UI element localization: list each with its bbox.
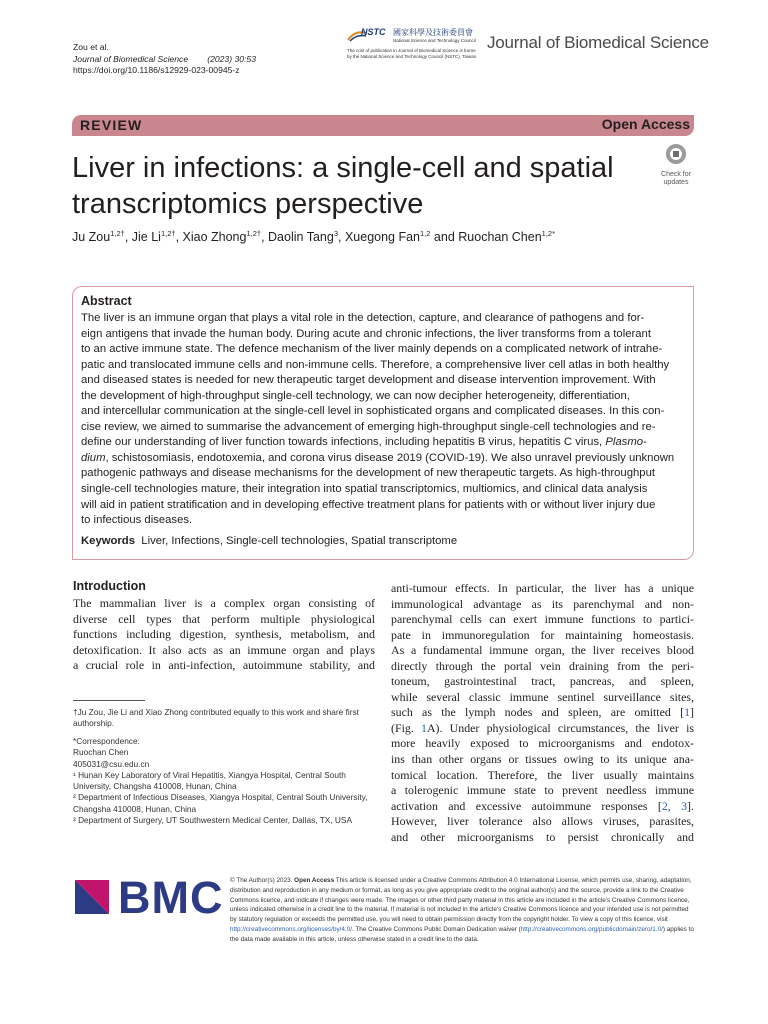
nstc-english-name: National Science and Technology Council: [393, 38, 476, 43]
body-text-line: immunological advantage as its parenchymal and non-: [391, 596, 694, 611]
footnote-equal-contribution: †Ju Zou, Jie Li and Xiao Zhong contributed equally to this work and share first authorship.: [73, 707, 359, 729]
abstract-line: eign antigens that invade the human body. During acute and chronic infections, the liver transforms from a tolerant: [81, 327, 651, 340]
introduction-heading: Introduction: [73, 579, 146, 593]
body-text-line: functions including digestion, synthesis, metabolism, and: [73, 627, 375, 642]
abstract-line: and diseased states is needed for new therapeutic target development and disease intervention improvement. With: [81, 374, 656, 387]
check-updates-label: Check for updates: [661, 171, 691, 186]
article-type-band: [72, 115, 694, 136]
body-text-line: The mammalian liver is a complex organ consisting of: [73, 596, 375, 610]
journal-name: Journal of Biomedical Science: [73, 53, 189, 64]
affiliation-2: ² Department of Infectious Diseases, Xiangya Hospital, Central South University, Changsha 410008, Hunan, China: [73, 792, 368, 814]
citation-link[interactable]: 1: [684, 705, 691, 720]
affiliation-1: ¹ Hunan Key Laboratory of Viral Hepatitis, Xiangya Hospital, Central South University, Changsha 410008, Hunan, China: [73, 769, 346, 792]
author-name: Ju Zou: [72, 230, 111, 245]
author-name: Daolin Tang: [268, 230, 334, 245]
correspondence-name: Ruochan Chen: [73, 747, 129, 758]
author-affiliation-mark: 3: [333, 229, 338, 238]
journal-title: Journal of Biomedical Science: [487, 33, 709, 52]
author-affiliation-mark: 1,2†: [246, 229, 262, 238]
body-text-line: ins than other organs or tissues owing to its unique ana-: [391, 752, 694, 767]
keywords-text: Liver, Infections, Single-cell technologies, Spatial transcriptome: [141, 535, 458, 547]
body-column-right: [391, 581, 694, 845]
body-text-line: detoxification. It also acts as an immune organ and plays: [73, 642, 375, 657]
license-open-access: Open Access: [294, 877, 335, 884]
abstract-line: single-cell technologies mature, their integration into spatial transcriptomics, multiomics, and clinical data analysis: [81, 483, 648, 496]
affiliation-3: ³ Department of Surgery, UT Southwestern Medical Center, Dallas, TX, USA: [73, 815, 352, 826]
body-text-line: anti-tumour effects. In particular, the liver has a unique: [391, 581, 694, 595]
correspondence-email[interactable]: 405031@csu.edu.cn: [73, 758, 150, 769]
abstract-heading: Abstract: [81, 294, 132, 308]
bmc-logo-icon: [75, 880, 109, 914]
body-text-line: activation and excessive autoimmune responses [2, 3].: [391, 798, 694, 813]
author-affiliation-mark: 1,2: [420, 229, 431, 238]
body-column-left: [73, 596, 375, 674]
year-volume: (2023) 30:53: [207, 53, 256, 64]
abstract-line: will aid in patient stratification and in developing effective treatment plans for patients with or without liver injury due: [81, 498, 656, 511]
license-statement: [230, 876, 694, 945]
nstc-note-1: The cost of publication in Journal of Biomedical Science is borne: [347, 48, 476, 53]
body-text-line: a tolerogenic immune state to prevent needless immune: [391, 783, 694, 798]
body-text-line: and other microorganisms to persist chronically and: [391, 829, 694, 844]
abstract-line: pathogenic pathways and disease mechanisms for the development of new therapeutic targets. As high-throughput: [81, 467, 655, 480]
body-text-line: toneum, gastrointestinal tract, pancreas, and spleen,: [391, 674, 694, 689]
article-title: Liver in infections: a single-cell and spatial transcriptomics perspective: [72, 152, 614, 220]
nstc-logo: NSTC: [361, 27, 386, 37]
footnotes-correspondence: [73, 736, 373, 826]
body-text-line: However, liver tolerance also allows viruses, parasites,: [391, 814, 694, 829]
abstract-line: the development of high-throughput single-cell technology, we can now decipher heterogeneity, differentiation,: [81, 389, 630, 402]
check-updates-icon: [656, 142, 696, 166]
body-text-line: diverse cell types that perform multiple physiological: [73, 611, 375, 626]
keywords-label: Keywords: [81, 535, 135, 547]
body-text-line: pate in immunoregulation for maintaining homeostasis.: [391, 627, 694, 642]
body-text-line: a crucial role in anti-infection, autoimmune stability, and: [73, 658, 375, 673]
check-for-updates-badge[interactable]: [656, 142, 696, 186]
author-name: Xiao Zhong: [182, 230, 247, 245]
body-text-line: (Fig. 1A). Under physiological circumstances, the liver is: [391, 720, 694, 735]
abstract-line: cise review, we aimed to summarise the advancement of emerging high-throughput single-cell technologies and re-: [81, 420, 656, 433]
nstc-note-2: by the National Science and Technology Council (NSTC), Taiwan.: [347, 53, 478, 59]
correspondence-label: *Correspondence:: [73, 736, 140, 746]
license-link-cc-by[interactable]: http://creativecommons.org/licenses/by/4.0/: [230, 925, 352, 933]
license-copyright: © The Author(s) 2023.: [230, 877, 295, 884]
author-affiliation-mark: 1,2†: [110, 229, 125, 238]
author-name: Ruochan Chen: [458, 230, 542, 245]
article-type-label: REVIEW: [80, 117, 143, 133]
body-text-line: parenchymal cells can exert immune functions to partici-: [391, 612, 694, 627]
abstract-line: patic and translocated immune cells and non-immune cells. Therefore, a comprehensive liver cell atlas in both healthy: [81, 358, 670, 371]
author-affiliation-mark: 1,2*: [541, 229, 556, 238]
nstc-sponsor-block: [347, 26, 478, 64]
running-header: [73, 42, 256, 77]
nstc-chinese-name: 國家科學及技術委員會: [393, 28, 473, 37]
author-affiliation-mark: 1,2†: [160, 229, 176, 238]
bmc-logo-text: BMC: [118, 872, 224, 923]
open-access-label: Open Access: [601, 116, 690, 132]
body-text-line: more heavily exposed to microorganisms and endotox-: [391, 736, 694, 751]
body-text-line: such as the lymph nodes and spleen, are omitted [1]: [391, 705, 694, 720]
license-body-3: ) applies to the data made available in this article, unless otherwise stated in a credit line to the data.: [230, 925, 694, 943]
author-name: Jie Li: [131, 230, 161, 245]
abstract-line: to an active immune state. The defence mechanism of the liver mainly depends on a complicated network of intrahe-: [81, 343, 663, 356]
abstract-line: dium, schistosomiasis, endotoxemia, and corona virus disease 2019 (COVID-19). We also unravel previously unknown: [81, 451, 675, 464]
license-body: This article is licensed under a Creative Commons Attribution 4.0 International License, which permits use, sharing, adaptation, distribution and reproduction in any medium or format, as long as you give appropriate credit to the original author(s) and the source, provide a link to the Creative Commons licence, and indicate if changes were made. The images or other third party material in this article are included in the article's Creative Commons licence, unless indicated otherwise in a credit line to the material. If material is not included in the article's Creative Commons licence and your intended use is not permitted by statutory regulation or exceeds the permitted use, you will need to obtain permission directly from the copyright holder. To view a copy of this licence, visit: [230, 877, 692, 924]
figure-link[interactable]: 1: [421, 720, 427, 735]
body-text-line: tomical location. Therefore, the liver usually maintains: [391, 767, 694, 782]
license-body-2: . The Creative Commons Public Domain Dedication waiver (: [352, 925, 521, 933]
author-list: Ju Zou$^{1,2\dagger}$, Jie $Li^{1,2\dagger}$, Xiao Zhong$^{1,2\dagger}$, Daolin Tang$^3$, Xuegong Fan$^{1,2}$ and Ruochan Chen$^{1,2*}$: [72, 229, 556, 245]
author-name: Xuegong Fan: [344, 230, 421, 245]
abstract-line: to infectious diseases.: [81, 514, 193, 527]
abstract-line: define our understanding of liver function towards infections, including hepatitis B virus, hepatitis C virus, Plasmo-: [81, 436, 647, 449]
abstract-line: and intercellular communication at the single-cell level in sophisticated organs and complicated diseases. In this con-: [81, 405, 665, 418]
body-text-line: As a fundamental immune organ, the liver receives blood: [391, 643, 694, 658]
abstract-body: [81, 311, 687, 529]
footnote-divider: [73, 700, 145, 701]
doi-link[interactable]: https://doi.org/10.1186/s12929-023-00945-z: [73, 65, 240, 75]
body-text-line: while several classic immune sentinel surveillance sites,: [391, 689, 694, 704]
body-text-line: directly through the portal vein draining from the peri-: [391, 658, 694, 673]
license-link-cc0[interactable]: http://creativecommons.org/publicdomain/zero/1.0/: [520, 925, 663, 933]
citation-link[interactable]: 2, 3: [661, 798, 688, 813]
abstract-line: The liver is an immune organ that plays a vital role in the detection, capture, and clearance of pathogens and for-: [81, 312, 645, 324]
keywords-line: [81, 535, 457, 547]
author-short: Zou et al.: [73, 42, 109, 52]
